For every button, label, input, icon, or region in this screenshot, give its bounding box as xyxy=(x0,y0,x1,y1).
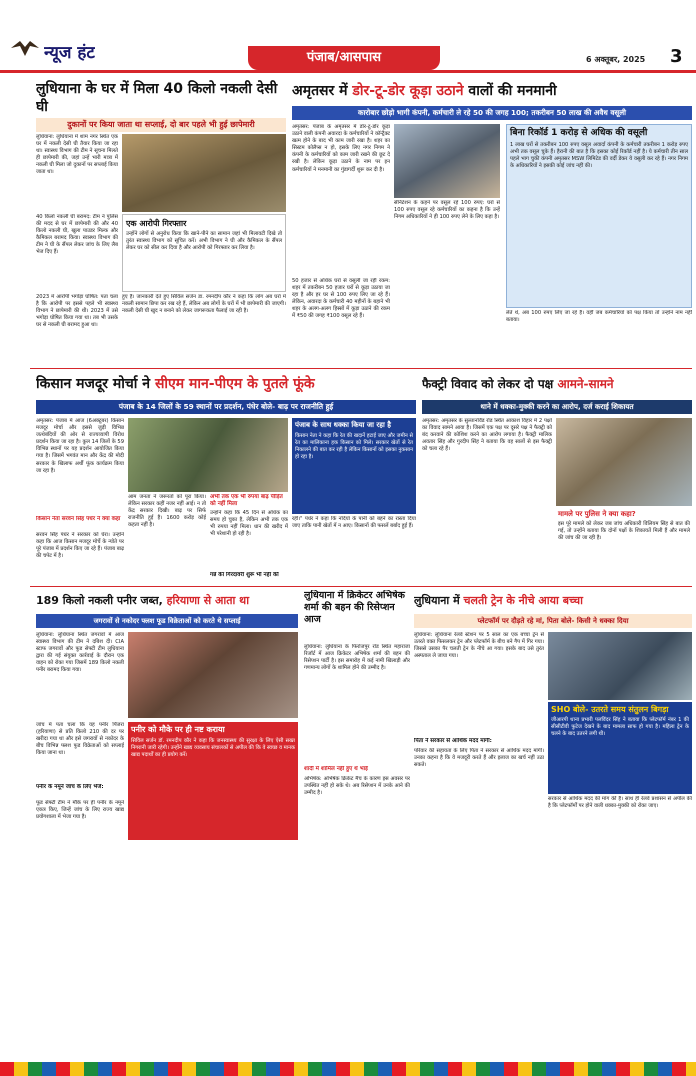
story3-photo xyxy=(128,418,288,492)
story4-headline-red: आमने-सामने xyxy=(557,377,614,391)
story3-para2: सरवन सिंह पंधेर ने सरकार को घेरा। उन्होंने कहा कि आज किसान मजदूर मोर्चे के न्योते पर पूरे पंजाब में प्रदर्शन किए जा रहे हैं। पंजाब बाढ़ की चपेट में है। xyxy=(36,532,124,560)
story3-headline xyxy=(36,372,416,396)
story5-headline xyxy=(36,590,298,612)
story3-sub3: गन्ने की गिरदावरी शुरू भी नहीं की xyxy=(210,572,279,578)
story3-para5: रही।" पंधेर ने कहा कि नदियों के पानी को बहने का रास्ता दिया जाए ताकि पानी खेतों में न आए। किसानों की फसलें बर्बाद हुई हैं। xyxy=(292,516,416,530)
story3-box-head: पंजाब के साथ धक्का किया जा रहा है xyxy=(295,421,391,429)
story1-para1: लुधियाना: लुधियाना में शाम नगर स्थित एक घर में नकली देसी घी तैयार किया जा रहा था। स्वास्थ्य विभाग की टीम ने सूचना मिलते ही छापेमारी की, जहां उन्हें भारी मात्रा में नकली घी मिला जो दुकानों पर सप्लाई किया जाता था। xyxy=(36,134,118,176)
story3-para1: अमृतसर: पंजाब में आज (6अक्टूबर) किसान मजदूर मोर्चा और इससे जुड़ी विभिन्न जत्थेबंदियों की ओर से राज्यव्यापी विरोध प्रदर्शन किया जा रहा है। कुल 14 जिलों के 59 विभिन्न स्थानों पर यह प्रदर्शन आयोजित किया गया है। जिसमें भगवंत मान और केंद्र की मोदी सरकार के खिलाफ अर्थी फूंक कार्यक्रम किया जा रहा है। xyxy=(36,418,124,474)
story1-headline: लुधियाना के घर में मिला 40 किलो नकली देसी घी xyxy=(36,81,278,115)
page-number: 3 xyxy=(670,46,683,67)
eagle-logo-icon xyxy=(10,38,40,60)
story3-para3: आम जनता ने जरूरतों को पूरा किया। लेकिन सरकार कहीं नजर नहीं आई। न तो केंद्र सरकार दिखी। बाढ़ पर सिर्फ राजनीति हुई है। 1600 करोड़ कोई कहता नहीं है। xyxy=(128,494,206,529)
story2-para1: अमृतसर: पंजाब के अमृतसर में डोर-टू-डोर कूड़ा उठाने वाली कंपनी अवारदा के कर्मचारियों ने कॉन्ट्रैक्ट खत्म होने के बाद भी काम जारी रखा है। शहर का सिस्टम कोलैप्स न हो, इसके लिए नगर निगम ने कंपनी के कर्मचारियों को काम जारी रखने की छूट दे रखी है। लेकिन कूड़ा उठाने के नाम पर इन कर्मचारियों ने मनमानी का गुंडागर्दी शुरू कर दी है। xyxy=(292,124,390,173)
story1-caption: उन्होंने लोगों से अनुरोध किया कि खाने-पीने का सामान जहां भी मिलावटी दिखे तो तुरंत स्वास्थ्य विभाग को सूचित करें। अभी विभाग ने घी और कैमिकल के सैंपल लेकर घर को सील कर दिया है और आरोपी को गिरफ्तार कर लिया है। xyxy=(126,231,282,252)
story3-sub1: किसान नेता सरवन सिंह पंधेर ने क्या कहा xyxy=(36,516,121,522)
story1-para3: 2023 में आरोपी भगोड़ा घोषित: पता चला है कि आरोपी पर इससे पहले भी स्वास्थ्य विभाग ने छापेमारी की थी। 2023 में उसे भगोड़ा घोषित किया गया था। तब भी उसके घर से नकली घी बरामद हुआ था। xyxy=(36,294,118,329)
section-tab: पंजाब/आसपास xyxy=(248,46,440,70)
story4-para1: अमृतसर: अमृतसर के सुल्तानविंड रोड स्थित आकाश विहार में 2 पक्षों का विवाद सामने आया है। जिसमें एक पक्ष पर दूसरे पक्ष ने फैक्ट्री को बंद करवाने की कोशिश करने का आरोप लगाया है। फैक्ट्री मालिक अवतार सिंह और गुरदीप सिंह ने बताया कि वह सालों से इस फैक्ट्री को चला रहे हैं। xyxy=(422,418,552,453)
story4-photo xyxy=(556,418,692,506)
newspaper-logo: न्यूज हंट xyxy=(44,43,96,63)
story5-ribbon: जगरावों से नकोदर फ्लश फूड विक्रेताओं को करते थे सप्लाई xyxy=(36,614,298,628)
story7-sub1: पिता ने सरकार से आर्थिक मदद मांगी: xyxy=(414,738,492,744)
story4-headline xyxy=(422,372,692,396)
story7-ribbon: प्लेटफॉर्म पर दौड़ते रहे मां, पिता बोले- किसी ने धक्का दिया xyxy=(414,614,692,628)
masthead-rule xyxy=(0,70,696,73)
story5-box xyxy=(128,722,298,840)
story3-para4: उन्होंने कहा कि 45 दिन से अधिक का समय हो चुका है, लेकिन अभी तक एक भी रुपया नहीं मिला। धान की खरीद में भी परेशानी हो रही है। xyxy=(210,510,288,538)
divider-2 xyxy=(30,586,692,587)
story7-tail: सरकार से आर्थिक मदद की मांग की है। साथ ही रेलवे प्रशासन से अपील की है कि प्लेटफॉर्मों पर होने वाली धक्का-मुक्की को रोका जाए। xyxy=(548,796,692,810)
story4-caption-box xyxy=(556,508,692,582)
story1-photo xyxy=(122,134,286,212)
story2-side-tail: लेते थे, अब 100 रुपए लिए जा रहे हैं। वहीं जब कर्मचारियों को पक्ष किया तो उन्होंने नाम नहीं बताया। xyxy=(506,310,692,324)
story6-headline: लुधियाना में क्रिकेटर अभिषेक शर्मा की बहन की रिसेप्शन आज xyxy=(304,590,405,625)
story1-caption-head: एक आरोपी गिरफ्तार xyxy=(126,219,187,228)
story2-headline xyxy=(292,80,692,102)
story5-sub1: पनीर के नमूने जांच के लिए भेजे: xyxy=(36,784,104,790)
story5-box-text: सिविल सर्जन डॉ. रमनदीप कौर ने कहा कि जनस्वास्थ्य की सुरक्षा के लिए ऐसी सख्त निगरानी जारी रहेगी। उन्होंने खाद्य व्यवसाय संचालकों से अपील की कि वे स्वच्छ व मानक खाद्य पदार्थों का ही प्रयोग करें। xyxy=(131,738,295,759)
story1-subhead: दुकानों पर किया जाता था सप्लाई, दो बार पहले भी हुई छापेमारी xyxy=(36,118,286,132)
story2-side-text: 1 लाख घरों से तकरीबन 100 रुपए वसूल अवार्दा कंपनी के कर्मचारी तकरीबन 1 करोड़ रुपए अभी तक वसूल चुके हैं। हैरानी की बात है कि इसका कोई रिकॉर्ड नहीं है। ये कर्मचारी तीन साल पहले भाग चुकी कंपनी अमृतसर MSW लिमिटेड की वर्दी डेकर ये वसूली कर रहे हैं। नगर निगम के अधिकारियों ने इसकी कोई जांच नहीं की। xyxy=(510,142,688,170)
story5-photo xyxy=(128,632,298,718)
story6-para2: अभिषेक: अभिषेक क्रिकेट मैच के कारण इस अवसर पर उपस्थित नहीं हो सके थे। अब रिसेप्शन में उनके आने की उम्मीद है। xyxy=(304,776,410,797)
story3-ribbon: पंजाब के 14 जिलों के 59 स्थानों पर प्रदर्शन, पंधेर बोले- बाढ़ पर राजनीति हुई xyxy=(36,400,416,414)
story7-box xyxy=(548,702,692,794)
story2-headline-black: अमृतसर में xyxy=(292,83,353,99)
story3-box xyxy=(292,418,416,514)
story4-headline-black: फैक्ट्री विवाद को लेकर दो पक्ष xyxy=(422,377,558,391)
story7-box-head: SHO बोले- उतरते समय संतुलन बिगड़ा xyxy=(551,705,669,714)
story4-ribbon: थाने में धक्का-मुक्की करने का आरोप, दर्ज कराई शिकायत xyxy=(422,400,692,414)
divider-1 xyxy=(30,368,692,369)
story5-para1: लुधियाना: लुधियाना स्थित जगरावों में आज स्वास्थ्य विभाग की टीम ने दबिश दी। CIA स्टाफ जगरावों और फूड सेफ्टी टीम लुधियाना द्वारा की गई संयुक्त कार्रवाई के दौरान एक वाहन को रोका गया जिसमें 189 किलो नकली पनीर बरामद किया गया। xyxy=(36,632,124,674)
story7-para2: परिवार की सहायता के लिए पिता ने सरकार से आर्थिक मदद मांगी। उनका कहना है कि वे मजदूरी करते हैं और इलाज का खर्च नहीं उठा सकते। xyxy=(414,748,544,769)
story2-side-head: बिना रिकॉर्ड 1 करोड़ से अधिक की वसूली xyxy=(510,128,648,138)
story5-para2: जांच में पता चला कि यह पनीर पिंजरा (हरियाणा) से प्रति किलो 210 की दर पर खरीदा गया था और इसे जगरावों से नकोदर के बीच विभिन्न फ्लश फूड विक्रेताओं को सप्लाई किया जाना था। xyxy=(36,722,124,757)
story7-para1: लुधियाना: लुधियाना रेलवे स्टेशन पर 5 साल का एक बच्चा ट्रेन से उतरते वक्त फिसलकर ट्रेन और प्लेटफॉर्म के बीच बने गैप में गिर गया। जिससे उसका पैर चलती ट्रेन के नीचे आ गया। इसके बाद उसे तुरंत अस्पताल ले जाया गया। xyxy=(414,632,544,660)
story6-para1: लुधियाना: लुधियाना के फिरोजपुर रोड स्थित महाराजा रिजॉर्ट में आज क्रिकेटर अभिषेक शर्मा की बहन की रिसेप्शन पार्टी है। इस समारोह में कई नामी खिलाड़ी और गणमान्य लोगों के शामिल होने की उम्मीद है। xyxy=(304,644,410,672)
story2-side-box xyxy=(506,124,692,308)
story2-para3: सेनिटेशन के कहने पर वसूल रहे 100 रुपए: घरों से 100 रुपए वसूल रहे कर्मचारियों का कहना है कि उन्हें निगम अधिकारियों ने ही 100 रुपए लेने के लिए कहा है। xyxy=(394,200,500,221)
story2-headline-black2: वालों की मनमानी xyxy=(463,83,557,99)
story2-headline-red: डोर-टू-डोर कूड़ा उठाने xyxy=(352,83,464,99)
story1-para4: हुए हैं। जानकारी देते हुए सिविल सर्जन डा. रमनदीप कौर ने कहा कि लोग अब घरों में नकली सामान छिपा कर रख रहे हैं, लेकिन अब लोगों के घरों में भी छापेमारी की जाएगी। नकली देसी घी खुद न बनाने को लेकर जागरूकता फैलाई जा रही है। xyxy=(122,294,286,315)
story7-headline-black: लुधियाना में xyxy=(414,594,464,607)
story7-photo xyxy=(548,632,692,700)
story5-para3: फूड सेफ्टी टीम ने मौके पर ही पनीर के नमूने एकत्र किए, जिन्हें जांच के लिए राज्य खाद्य प्रयोगशाला में भेजा गया है। xyxy=(36,800,124,821)
issue-date: 6 अक्तूबर, 2025 xyxy=(586,55,646,64)
story3-headline-black: किसान मजदूर मोर्चा ने xyxy=(36,376,155,392)
footer-color-bar xyxy=(0,1062,696,1076)
story3-headline-red: सीएम मान-पीएम के पुतले फूंके xyxy=(154,376,315,392)
story2-photo xyxy=(394,124,500,198)
story7-headline-red: चलती ट्रेन के नीचे आया बच्चा xyxy=(463,594,583,607)
story2-para2: 50 हजार से अधिक घरों से वसूली जा रही रकम: शहर में तकरीबन 50 हजार घरों से कूड़ा उठाया जा रहा है और हर घर से 100 रुपए लिए जा रहे हैं। लेकिन, अवारदा के कर्मचारी 40 महीनों के बहाने भी शहर के अलग-अलग हिस्सों में कूड़ा उठाने की रकम में ₹50 की जगह ₹100 वसूल रहे हैं। xyxy=(292,278,390,320)
story1-caption-box xyxy=(122,214,286,292)
story5-headline-red: हरियाणा से आता था xyxy=(166,594,250,607)
story2-ribbon: कारोबार छोड़ो भागी कंपनी, कर्मचारी ले रहे 50 की जगह 100; तकरीबन 50 लाख की अवैध वसूली xyxy=(292,106,692,120)
story4-caption-text: इस पूरे मामले को लेकर जब जांच अधिकारी विलियम सिंह से बात की गई, तो उन्होंने बताया कि दोनों पक्षों के शिकायतें मिली हैं और मामले की जांच की जा रही है। xyxy=(558,521,690,542)
story4-caption-head: मामले पर पुलिस ने क्या कहा? xyxy=(558,510,636,518)
story7-box-text: जीआरपी थाना प्रभारी पलविंदर सिंह ने बताया कि प्लेटफॉर्म नंबर 1 की सीसीटीवी फुटेज देखने के बाद मामला साफ हो गया है। महिला ट्रेन के चलने के बाद उतरने लगी थी। xyxy=(551,717,689,738)
story5-box-head: पनीर को मौके पर ही नष्ट कराया xyxy=(131,725,225,734)
story6-sub1: शादी में शामिल नहीं हुए थे भाई xyxy=(304,766,368,772)
story3-sub2: अभी तक एक भी रुपया बाढ़ पीड़ित को नहीं मिला xyxy=(210,494,283,507)
story1-para2: 40 किलो नकली घी बरामद: टीम ने पुलिस की मदद से घर में छापेमारी की और 40 किलो नकली घी, खुला पाउडर मिल्क और कैमिकल बरामद किया। स्वास्थ्य विभाग की टीम ने घी के सैंपल लेकर जांच के लिए लैब भेज दिए हैं। xyxy=(36,214,118,256)
story7-headline xyxy=(414,590,692,612)
story3-box-text: किसान नेता ने कहा कि रेत की खदानें हटाई जाए और जमीन से रेत का मालिकाना हक किसान को मिले। सरकार खेतों से रेत निकालने की बात कर रही है लेकिन किसानों को इसका नुकसान हो रहा है। xyxy=(295,433,413,461)
story5-headline-black: 189 किलो नकली पनीर जब्त, xyxy=(36,594,167,607)
